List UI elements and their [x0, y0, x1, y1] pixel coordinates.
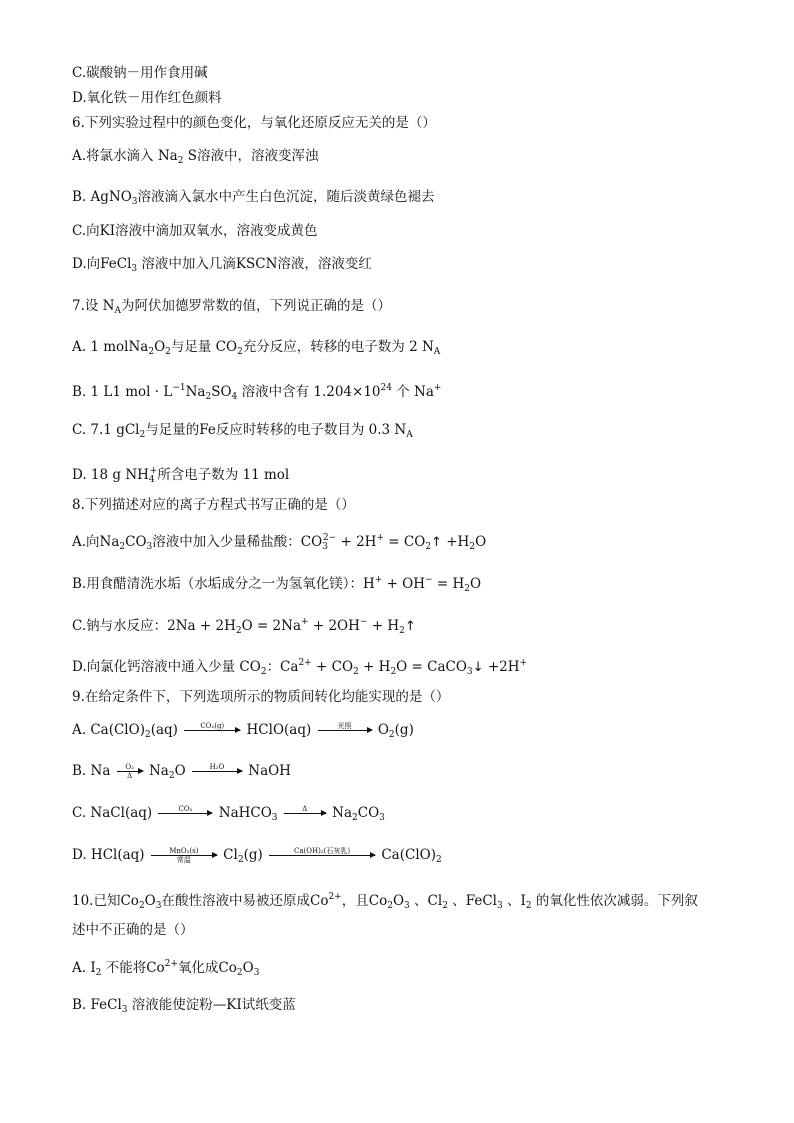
subscript: 2	[435, 855, 442, 865]
subscript: 3	[131, 197, 138, 207]
text: O	[377, 722, 389, 738]
text: D. HCl(aq)	[72, 847, 145, 863]
text: A.向Na	[72, 534, 120, 550]
text: C.钠与水反应：2Na + 2H	[72, 618, 236, 634]
text: A. Ca(ClO)	[72, 722, 145, 738]
text: 10.已知Co	[72, 893, 139, 909]
text: A.将氯水滴入 Na	[72, 148, 178, 164]
text: + 2OH	[308, 618, 360, 634]
subscript: 2	[352, 813, 358, 823]
text: A. I	[72, 960, 96, 976]
text: O	[469, 576, 482, 592]
arrow-condition: Ca(OH)₂(石灰乳)	[293, 847, 351, 855]
subscript: 3	[146, 542, 153, 552]
text: O = CaCO	[396, 659, 467, 675]
subscript: 2	[237, 855, 244, 865]
question-6-option-b	[72, 188, 435, 211]
subscript: 2	[464, 584, 470, 594]
question-6	[72, 114, 436, 132]
subscript: 2	[237, 347, 243, 357]
text: + 2H	[336, 534, 377, 550]
text: O = 2Na	[241, 618, 302, 634]
text: = CO	[384, 534, 426, 550]
reaction-arrow	[192, 763, 242, 780]
text: (g)	[394, 722, 414, 738]
superscript: 2+	[164, 959, 178, 969]
text: C.向KI溶液中滴加双氧水，溶液变成黄色	[72, 223, 318, 239]
subscript: 2	[387, 901, 393, 911]
question-7-option-b	[72, 379, 441, 406]
text: NaHCO	[218, 805, 272, 821]
text: D. 18 g NH	[72, 467, 149, 483]
text: + CO	[311, 659, 354, 675]
gas-up-arrow-icon: ↑	[431, 535, 442, 550]
text: C.碳酸钠－用作食用碱	[72, 65, 208, 81]
text: ：Ca	[266, 659, 299, 675]
text: 所含电子数为 11 mol	[157, 467, 290, 483]
arrow-shaft	[192, 771, 242, 772]
subscript: 4	[231, 392, 238, 402]
subscript: 2	[148, 347, 155, 357]
question-9	[72, 688, 449, 706]
text: ，且Co	[341, 893, 388, 909]
subscript: 2	[399, 626, 405, 636]
text: + H	[367, 618, 400, 634]
text: Ca(ClO)	[381, 847, 436, 863]
question-9-option-b	[72, 762, 291, 785]
text: 与足量的Fe反应时转移的电子数目为 0.3 N	[145, 422, 407, 438]
text: 不能将Co	[101, 960, 165, 976]
question-6-option-d	[72, 255, 372, 278]
question-9-option-c	[72, 804, 385, 827]
superscript: −1	[172, 383, 186, 393]
text: HClO(aq)	[246, 722, 312, 738]
subscript: A	[114, 306, 121, 316]
text: 与足量 CO	[170, 339, 238, 355]
precipitate-down-arrow-icon: ↓	[472, 660, 484, 675]
subscript: 2	[525, 901, 532, 911]
text: Na	[185, 384, 206, 400]
superscript: 2+	[298, 658, 312, 668]
text: NaOH	[248, 763, 291, 779]
text: 个 Na	[391, 384, 434, 400]
text: 8.下列描述对应的离子方程式书写正确的是（）	[72, 497, 355, 513]
subscript: 4	[148, 475, 155, 485]
subscript: 3	[322, 542, 328, 552]
reaction-arrow	[151, 847, 217, 864]
reaction-arrow	[284, 805, 326, 822]
subscript: 3	[497, 901, 503, 911]
subscript: 3	[131, 264, 138, 274]
subscript: 2	[119, 542, 126, 552]
text: +2H	[483, 659, 520, 675]
subscript: 2	[139, 430, 146, 440]
text: D.向FeCl	[72, 256, 132, 272]
text: O	[475, 534, 487, 550]
subscript: 2	[390, 667, 397, 677]
subscript: 3	[155, 901, 162, 911]
question-10-line-2	[72, 921, 194, 939]
question-9-option-d	[72, 846, 442, 869]
text: Na	[332, 805, 352, 821]
reaction-arrow	[269, 847, 375, 864]
text: O	[144, 893, 156, 909]
arrow-condition: O₂	[125, 763, 134, 771]
text: 6.下列实验过程中的颜色变化，与氧化还原反应无关的是（）	[72, 115, 436, 131]
subscript: 2	[95, 968, 102, 978]
arrow-condition: CO₂	[178, 805, 193, 813]
text: + H	[358, 659, 391, 675]
text: 溶液滴入氯水中产生白色沉淀，随后淡黄绿色褪去	[137, 189, 435, 205]
question-8-option-a	[72, 529, 486, 556]
reaction-arrow	[184, 722, 240, 739]
subscript: 3	[121, 1005, 128, 1015]
superscript: −	[425, 575, 433, 585]
text: C. 7.1 gCl	[72, 422, 140, 438]
arrow-condition: Δ	[127, 772, 133, 780]
subscript: 2	[168, 771, 175, 781]
text: D.向氯化钙溶液中通入少量 CO	[72, 659, 261, 675]
subscript: 3	[466, 667, 473, 677]
reaction-arrow	[158, 805, 212, 822]
subscript: 2	[388, 730, 395, 740]
text: B. AgNO	[72, 189, 132, 205]
text: = H	[432, 576, 465, 592]
text: 的氧化性依次减弱。下列叙	[531, 893, 698, 909]
text: +H	[441, 534, 470, 550]
subscript: 2	[177, 156, 184, 166]
arrow-shaft	[269, 855, 375, 856]
text: + OH	[382, 576, 426, 592]
subscript: 3	[253, 968, 260, 978]
superscript: 24	[380, 383, 392, 393]
arrow-condition: CO₂(g)	[200, 722, 225, 730]
reaction-arrow	[318, 722, 372, 739]
text: 述中不正确的是（）	[72, 922, 194, 938]
superscript: +	[374, 575, 383, 585]
text: CO	[357, 805, 380, 821]
text: B. Na	[72, 763, 111, 779]
subscript: 2	[469, 542, 476, 552]
text: 氧化成Co	[177, 960, 237, 976]
subscript: 3	[404, 901, 410, 911]
text: C. NaCl(aq)	[72, 805, 153, 821]
text: D.氧化铁－用作红色颜料	[72, 90, 222, 106]
question-8-option-c	[72, 613, 416, 640]
superscript: 2+	[328, 892, 342, 902]
option-c-sodium-carbonate	[72, 64, 208, 82]
question-9-option-a	[72, 721, 414, 744]
text: S溶液中，溶液变浑浊	[183, 148, 319, 164]
text: A. 1 molNa	[72, 339, 149, 355]
arrow-condition: MnO₂(s)	[169, 847, 199, 855]
arrow-condition: H₂O	[209, 763, 225, 771]
text: 溶液中加入几滴KSCN溶液，溶液变红	[137, 256, 372, 272]
superscript: +	[519, 658, 528, 668]
text: 溶液中加入少量稀盐酸：CO	[152, 534, 323, 550]
option-d-iron-oxide	[72, 89, 222, 107]
superscript: −	[359, 617, 368, 627]
subscript: 2	[144, 730, 151, 740]
text: O	[154, 339, 166, 355]
arrow-condition: Δ	[302, 805, 308, 813]
subscript: 2	[260, 667, 267, 677]
question-8-option-d	[72, 654, 527, 681]
subscript: 3	[379, 813, 385, 823]
arrow-shaft	[184, 730, 240, 731]
question-8-option-b	[72, 571, 481, 598]
text: CO	[125, 534, 147, 550]
question-8	[72, 496, 355, 514]
text: O	[392, 893, 405, 909]
subscript: A	[406, 430, 413, 440]
text: B. 1 L1 mol · L	[72, 384, 173, 400]
subscript: 2	[205, 392, 212, 402]
question-6-option-c	[72, 222, 318, 240]
subscript: A	[433, 347, 441, 357]
text: O	[174, 763, 186, 779]
superscript: +	[376, 533, 385, 543]
text: 9.在给定条件下，下列选项所示的物质间转化均能实现的是（）	[72, 689, 450, 705]
subscript: 2	[442, 901, 448, 911]
text: 、Cl	[409, 893, 443, 909]
question-10-option-a	[72, 955, 259, 982]
text: SO	[211, 384, 232, 400]
question-7-option-c	[72, 421, 413, 444]
text: 、FeCl	[447, 893, 497, 909]
arrow-condition: 常温	[176, 856, 191, 864]
question-7-option-d	[72, 462, 289, 489]
text: B.用食醋清洗水垢（水垢成分之一为氢氧化镁）：H	[72, 576, 375, 592]
text: (g)	[243, 847, 263, 863]
text: Na	[148, 763, 169, 779]
subscript: 2	[353, 667, 359, 677]
text: 充分反应，转移的电子数为 2 N	[242, 339, 434, 355]
text: 、I	[502, 893, 526, 909]
superscript: +	[301, 617, 309, 627]
arrow-shaft	[284, 813, 326, 814]
text: 7.设 N	[72, 298, 115, 314]
text: B. FeCl	[72, 997, 122, 1013]
reaction-arrow	[117, 763, 143, 780]
subscript: 3	[271, 813, 278, 823]
gas-up-arrow-icon: ↑	[404, 619, 416, 634]
superscript: 2−	[322, 533, 337, 543]
superscript: +	[149, 466, 158, 476]
subscript: 2	[236, 968, 243, 978]
text: Cl	[223, 847, 238, 863]
question-7-option-a	[72, 338, 440, 361]
question-7	[72, 297, 391, 320]
arrow-shaft	[158, 813, 212, 814]
subscript: 2	[425, 542, 432, 552]
subscript: 2	[165, 347, 171, 357]
text: 为阿伏加德罗常数的值，下列说正确的是（）	[120, 298, 391, 314]
question-6-option-a	[72, 147, 318, 170]
arrow-shaft	[117, 771, 143, 772]
superscript: +	[433, 383, 442, 393]
arrow-condition: 光照	[337, 722, 352, 730]
subscript: 2	[138, 901, 145, 911]
arrow-shaft	[318, 730, 372, 731]
subscript: 2	[235, 626, 242, 636]
text: 在酸性溶液中易被还原成Co	[161, 893, 329, 909]
question-10	[72, 888, 698, 915]
text: O	[242, 960, 254, 976]
text: 溶液能使淀粉—KI试纸变蓝	[127, 997, 296, 1013]
text: 溶液中含有 1.204×10	[237, 384, 381, 400]
arrow-shaft	[151, 855, 217, 856]
question-10-option-b	[72, 996, 296, 1019]
text: (aq)	[150, 722, 178, 738]
